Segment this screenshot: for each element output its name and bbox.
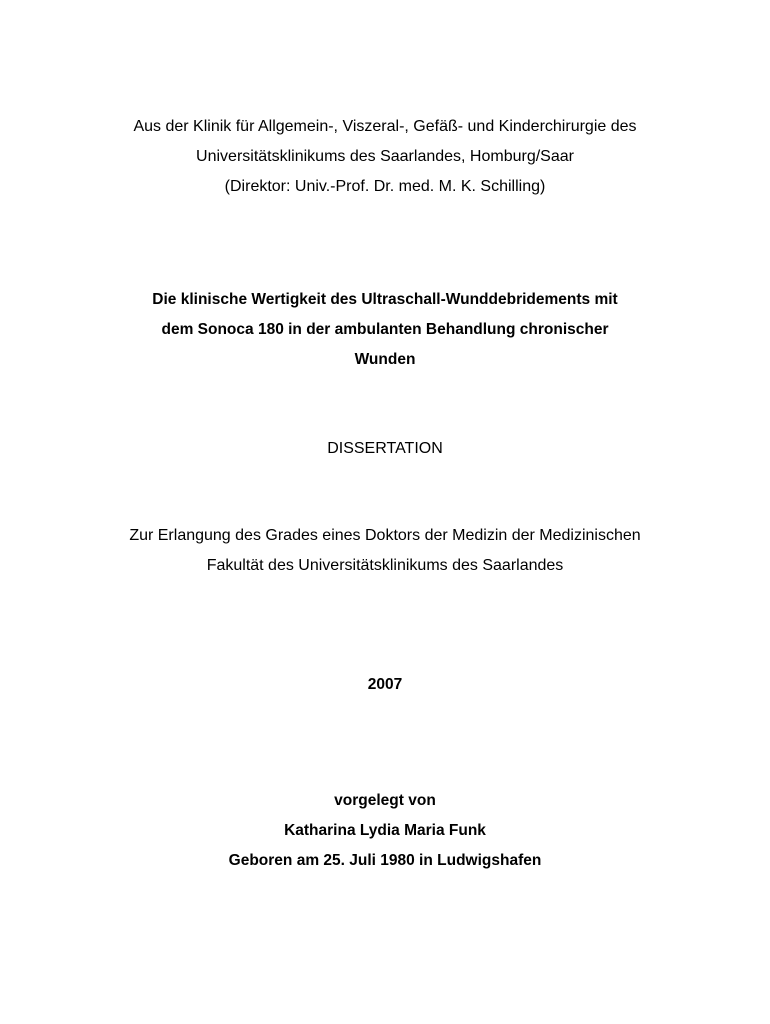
title-line-2: dem Sonoca 180 in der ambulanten Behandlung chronischer (161, 321, 609, 338)
presented-by: vorgelegt von (334, 792, 436, 809)
author-name: Katharina Lydia Maria Funk (284, 822, 486, 839)
institution-header (0, 112, 770, 202)
purpose-line-2: Fakultät des Universitätsklinikums des Saarlandes (206, 557, 564, 574)
title-line-1: Die klinische Wertigkeit des Ultraschall-Wunddebridements mit (152, 291, 618, 308)
institution-line-1: Aus der Klinik für Allgemein-, Viszeral-, Gefäß- und Kinderchirurgie des (133, 118, 637, 135)
document-type (0, 434, 770, 464)
author-block (0, 786, 770, 876)
purpose-line-1: Zur Erlangung des Grades eines Doktors der Medizin der Medizinischen (129, 527, 641, 544)
institution-line-3: (Direktor: Univ.-Prof. Dr. med. M. K. Schilling) (224, 178, 546, 195)
year: 2007 (367, 676, 403, 693)
dissertation-title (0, 285, 770, 375)
year-block (0, 670, 770, 700)
author-birth: Geboren am 25. Juli 1980 in Ludwigshafen (228, 852, 542, 869)
degree-purpose (0, 521, 770, 581)
institution-line-2: Universitätsklinikums des Saarlandes, Homburg/Saar (196, 148, 574, 165)
document-type-label: DISSERTATION (327, 440, 443, 457)
title-line-3: Wunden (354, 351, 416, 368)
